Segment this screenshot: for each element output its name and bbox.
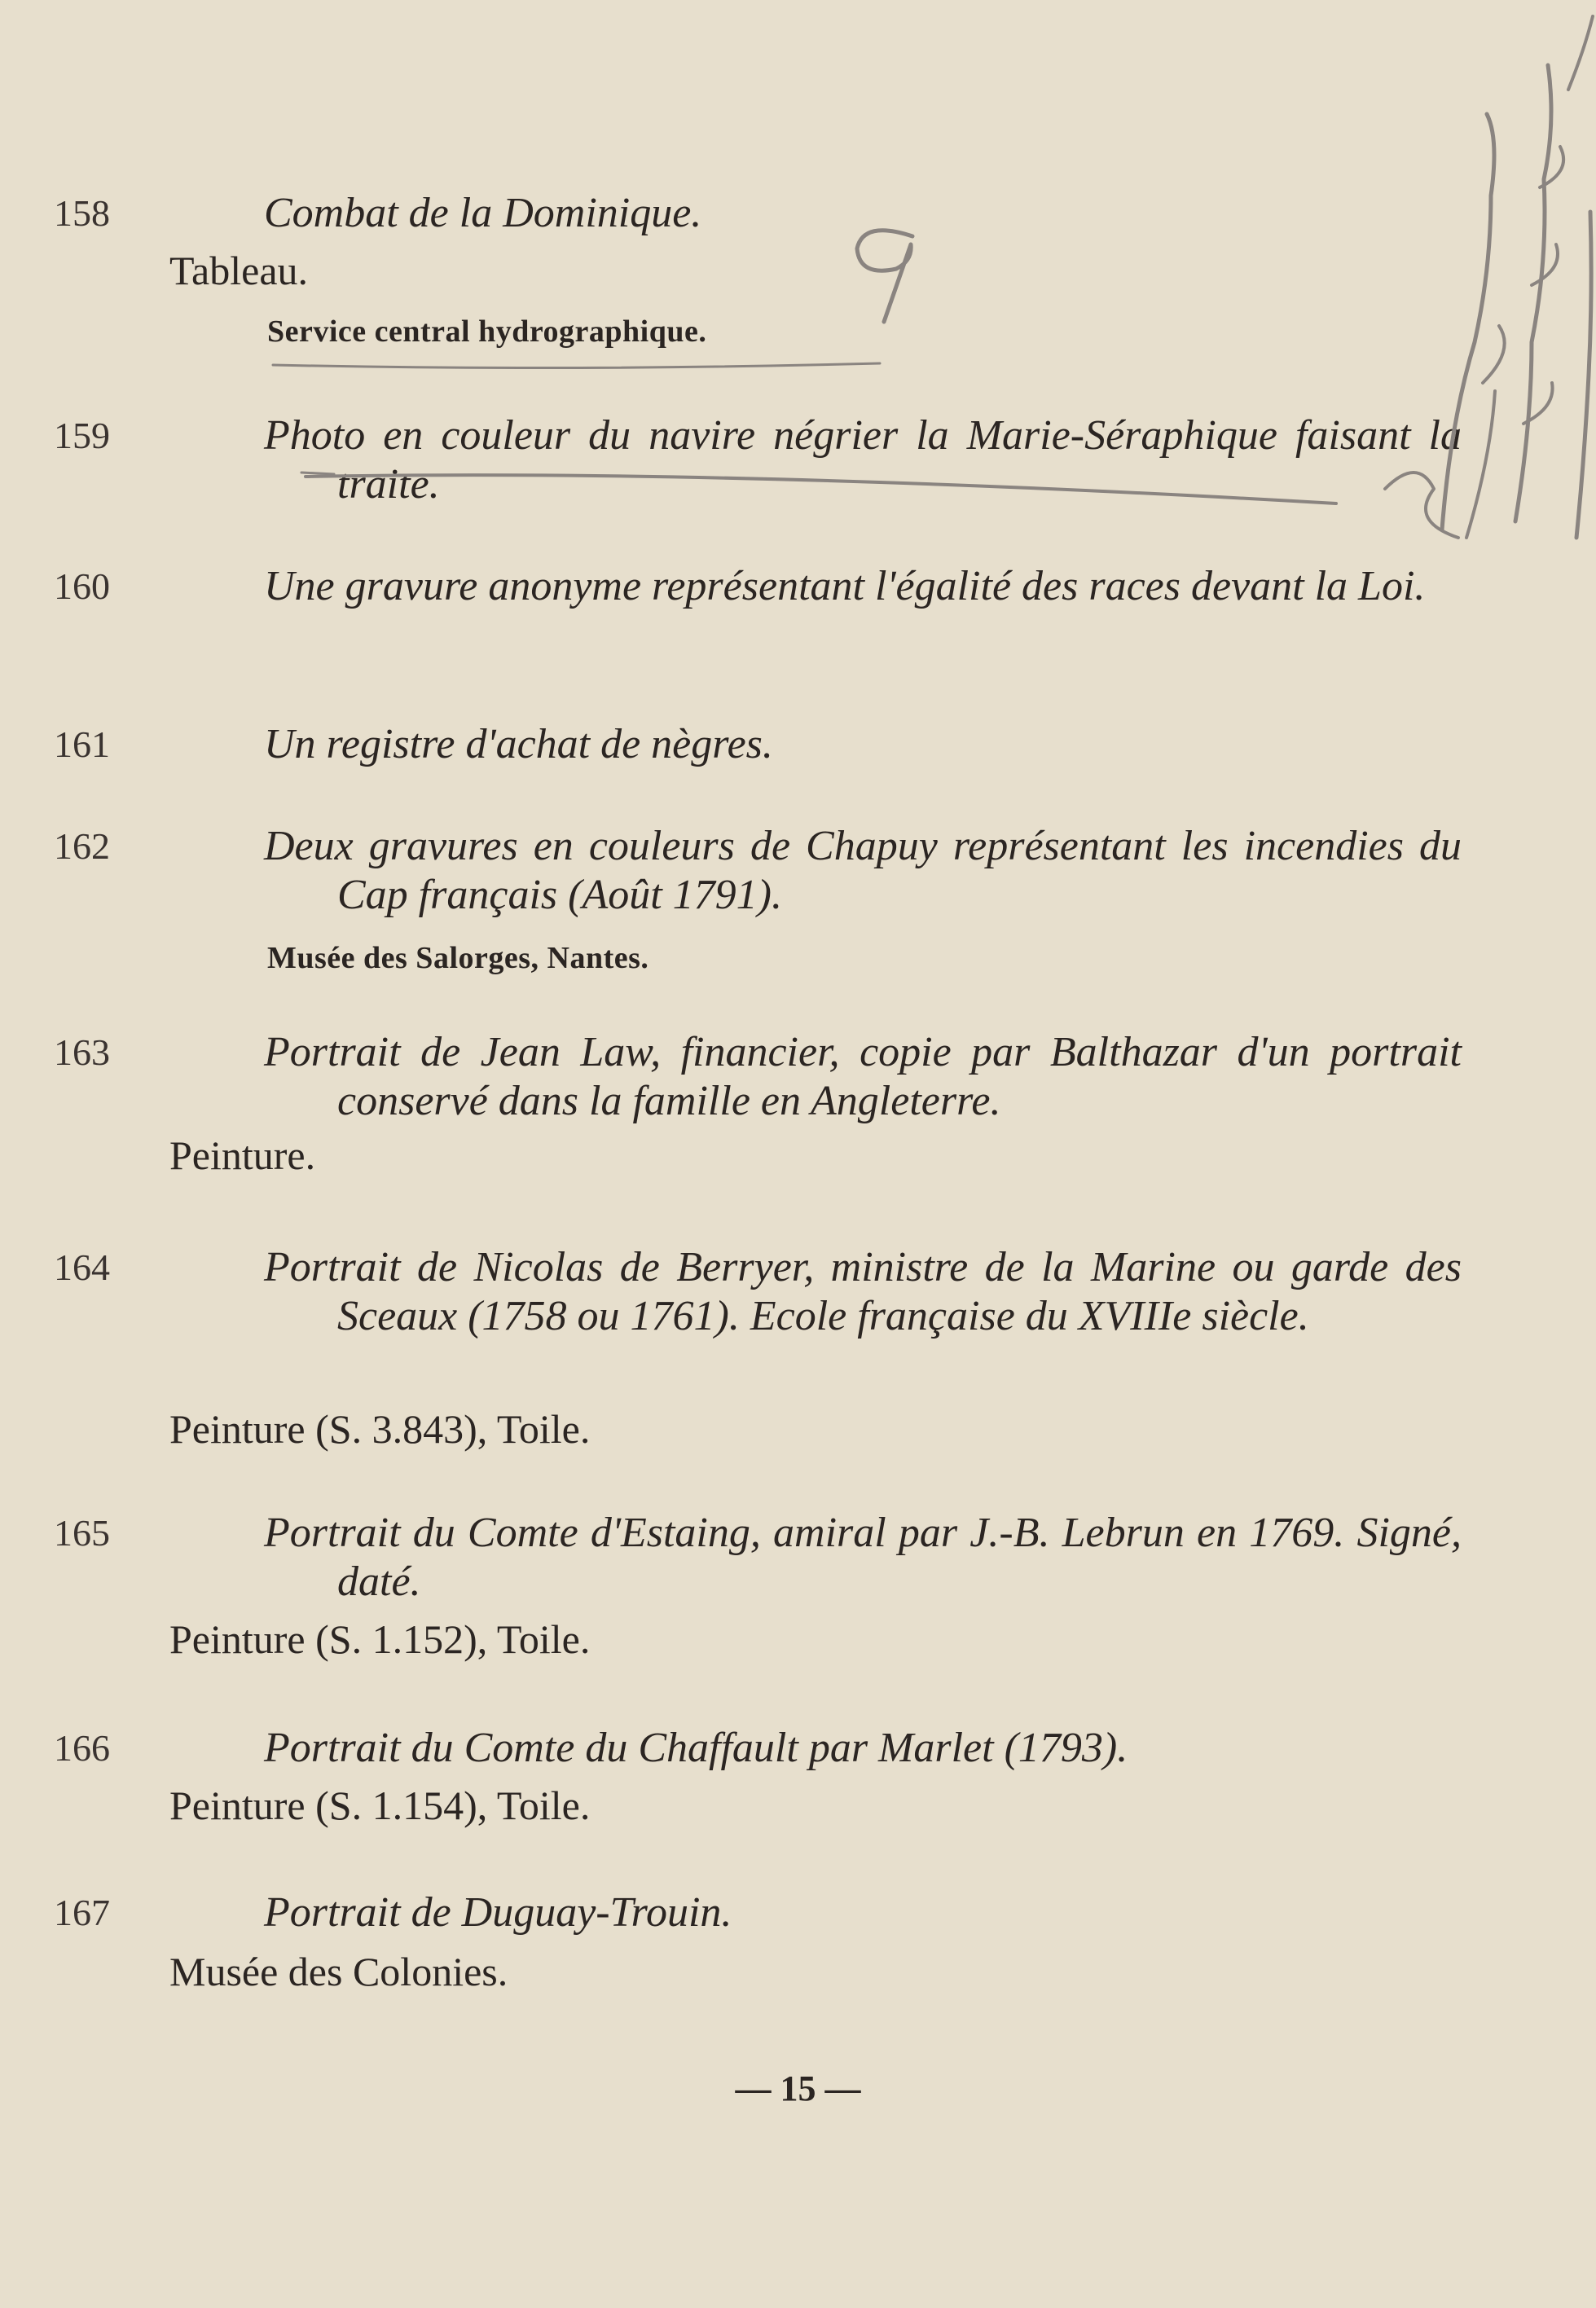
pencil-underline (273, 363, 880, 368)
entry-number: 164 (54, 1246, 110, 1288)
entry-type: Tableau. (169, 248, 309, 293)
entry-number: 158 (54, 192, 110, 234)
entry-title: Une gravure anonyme représentant l'égalité des races devant la Loi. (264, 563, 1426, 609)
entry-title: Portrait du Comte d'Estaing, amiral par J.-B. Lebrun en 1769. Signé, daté. (264, 1510, 1462, 1605)
entry-type: Peinture (S. 3.843), Toile. (169, 1406, 591, 1452)
entry-title: Portrait du Comte du Chaffault par Marlet (1793). (264, 1725, 1128, 1771)
entry-title: Portrait de Jean Law, financier, copie par Balthazar d'un portrait conservé dans la famille en Angleterre. (264, 1029, 1462, 1124)
entry-number: 163 (54, 1031, 110, 1073)
entry-source: Musée des Salorges, Nantes. (267, 941, 649, 975)
entry-title: Combat de la Dominique. (264, 190, 702, 236)
page-number: — 15 — (735, 2068, 861, 2108)
entry-number: 165 (54, 1512, 110, 1554)
entry-type: Peinture (S. 1.154), Toile. (169, 1783, 591, 1828)
entry-number: 166 (54, 1727, 110, 1769)
entry-type: Peinture. (169, 1132, 316, 1178)
handwritten-note-3 (1576, 212, 1591, 538)
entry-title: Portrait de Nicolas de Berryer, ministre de la Marine ou garde des Sceaux (1758 ou 1761). Ecole française du XVIIIe siècle. (264, 1244, 1462, 1339)
entry-title: Un registre d'achat de nègres. (264, 721, 773, 767)
entry-source: Service central hydrographique. (267, 314, 707, 349)
entry-number: 167 (54, 1892, 110, 1933)
pencil-nine-mark (857, 231, 912, 322)
entry-number: 161 (54, 723, 110, 765)
entry-type: Musée des Colonies. (169, 1949, 508, 1994)
entry-type: Peinture (S. 1.152), Toile. (169, 1616, 591, 1662)
entry-title: Photo en couleur du navire négrier la Marie-Séraphique faisant la traite. (264, 412, 1462, 508)
entry-number: 159 (54, 415, 110, 456)
handwritten-note-2 (1515, 65, 1551, 521)
entry-number: 160 (54, 565, 110, 607)
pencil-strike (306, 475, 1336, 503)
entry-title: Deux gravures en couleurs de Chapuy représentant les incendies du Cap français (Août 1791). (264, 823, 1462, 918)
entry-number: 162 (54, 825, 110, 867)
entry-title: Portrait de Duguay-Trouin. (264, 1889, 732, 1936)
handwritten-note-1 (1442, 114, 1494, 530)
